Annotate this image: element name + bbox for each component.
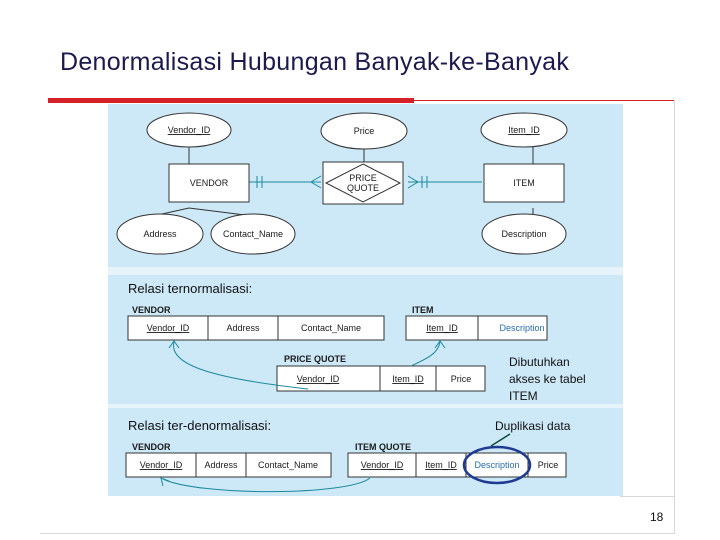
svg-text:Address: Address — [143, 229, 177, 239]
svg-text:Item_ID: Item_ID — [508, 125, 540, 135]
attr-address — [117, 214, 203, 254]
entity-vendor — [169, 164, 249, 202]
table-price-quote-normalized — [277, 366, 485, 391]
table-item-quote-denormalized — [348, 447, 566, 483]
relationship-price-quote — [323, 162, 403, 204]
attr-description — [482, 214, 566, 254]
duplicate-callout-line — [491, 434, 510, 446]
table-vendor-denormalized — [126, 453, 331, 477]
svg-text:Item_ID: Item_ID — [392, 374, 424, 384]
note-item-access — [509, 354, 586, 405]
svg-text:Vendor_ID: Vendor_ID — [360, 460, 404, 470]
table-name-item: ITEM — [412, 305, 434, 315]
title-underline-line — [414, 100, 674, 101]
fk-arrow-denormalized — [161, 478, 370, 492]
table-name-vendor-denorm: VENDOR — [132, 442, 171, 452]
svg-text:Item_ID: Item_ID — [426, 323, 458, 333]
er-diagram — [108, 104, 623, 496]
table-name-item-quote: ITEM QUOTE — [355, 442, 411, 452]
note-item-access-line2: akses ke tabel — [509, 372, 586, 386]
svg-text:Contact_Name: Contact_Name — [222, 229, 284, 239]
svg-text:QUOTE: QUOTE — [346, 183, 380, 193]
svg-text:Contact_Name: Contact_Name — [257, 460, 319, 470]
svg-text:PRICE: PRICE — [349, 173, 377, 183]
svg-text:Price: Price — [353, 126, 375, 136]
note-data-duplication: Duplikasi data — [495, 419, 571, 433]
label-normalized: Relasi ternormalisasi: — [124, 279, 256, 298]
entity-item — [484, 164, 564, 202]
svg-text:Description: Description — [499, 323, 545, 333]
svg-text:Price: Price — [537, 460, 559, 470]
slide-frame-bottom — [40, 533, 675, 534]
svg-text:Contact_Name: Contact_Name — [300, 323, 362, 333]
title-underline-bar — [48, 98, 414, 103]
svg-text:Vendor_ID: Vendor_ID — [167, 125, 211, 135]
table-item-normalized — [406, 316, 547, 340]
svg-text:Item_ID: Item_ID — [425, 460, 457, 470]
page-number: 18 — [650, 510, 664, 524]
table-name-price-quote: PRICE QUOTE — [284, 354, 347, 364]
label-denormalized: Relasi ter-denormalisasi: — [124, 416, 275, 435]
svg-text:VENDOR: VENDOR — [189, 178, 229, 188]
attr-vendor-id — [147, 113, 231, 147]
svg-text:ITEM: ITEM — [513, 178, 535, 188]
footer-line — [620, 496, 674, 497]
svg-text:Vendor_ID: Vendor_ID — [139, 460, 183, 470]
svg-text:Address: Address — [226, 323, 260, 333]
attr-price — [321, 113, 407, 149]
note-item-access-line3: ITEM — [509, 389, 538, 403]
svg-text:Description: Description — [474, 460, 520, 470]
note-item-access-line1: Dibutuhkan — [509, 355, 570, 369]
table-vendor-normalized — [128, 316, 384, 340]
attr-contact-name — [211, 214, 295, 254]
svg-text:Price: Price — [450, 374, 472, 384]
svg-text:Vendor_ID: Vendor_ID — [146, 323, 190, 333]
slide-title: Denormalisasi Hubungan Banyak-ke-Banyak — [60, 48, 570, 76]
table-name-vendor: VENDOR — [132, 305, 171, 315]
slide-frame-right — [674, 100, 675, 533]
svg-text:Address: Address — [204, 460, 238, 470]
attr-item-id — [481, 113, 567, 147]
svg-text:Description: Description — [501, 229, 547, 239]
svg-text:Vendor_ID: Vendor_ID — [296, 374, 340, 384]
